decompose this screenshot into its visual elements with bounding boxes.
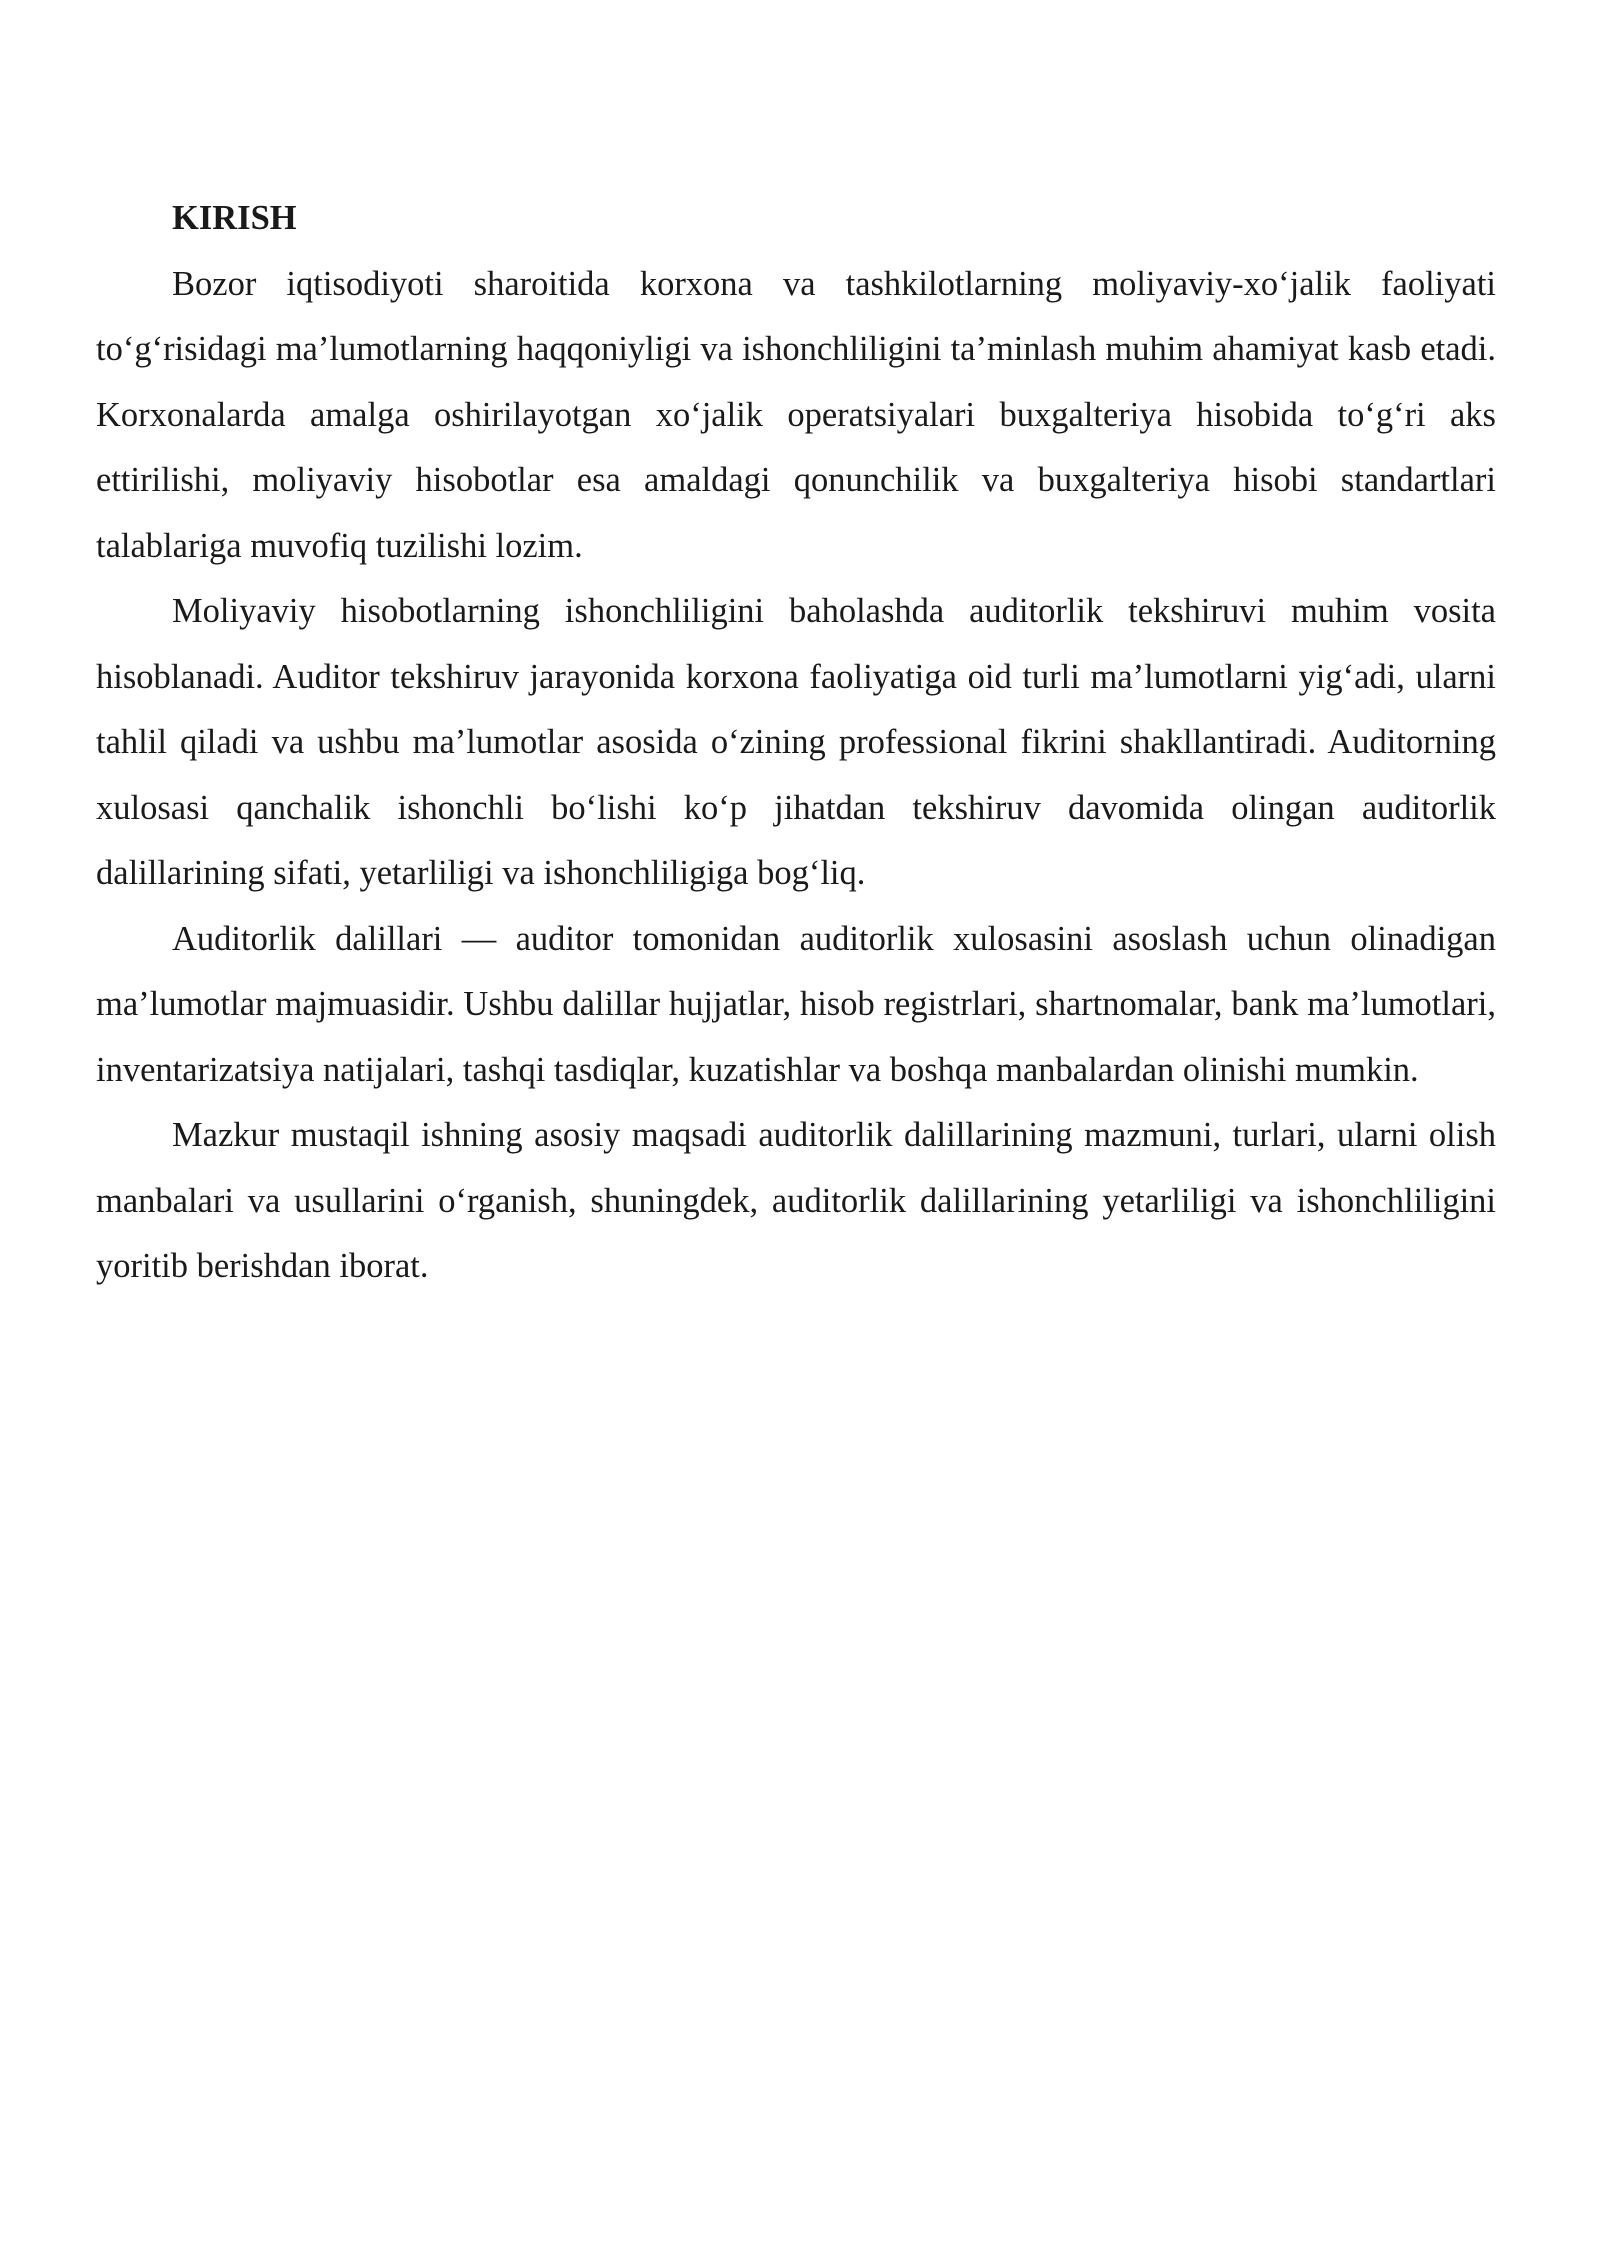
section-heading: KIRISH [172, 199, 297, 237]
paragraph-2: Moliyaviy hisobotlarning ishonchliligini baholashda auditorlik tekshiruvi muhim vosita hisoblanadi. Auditor tekshiruv jarayonida korxona faoliyatiga oid turli ma’lumotlarni yig‘adi, ularni tahlil qiladi va ushbu ma’lumotlar asosida o‘zining professional fikrini shakllantiradi. Auditorning xulosasi qanchalik ishonchli bo‘lishi ko‘p jihatdan tekshiruv davomida olingan auditorlik dalillarining sifati, yetarliligi va ishonchliligiga bog‘liq. [96, 592, 1496, 892]
document-body [96, 186, 1496, 1300]
paragraph-1: Bozor iqtisodiyoti sharoitida korxona va tashkilotlarning moliyaviy-xo‘jalik faoliyati to‘g‘risidagi ma’lumotlarning haqqoniyligi va ishonchliligini ta’minlash muhim ahamiyat kasb etadi. Korxonalarda amalga oshirilayotgan xo‘jalik operatsiyalari buxgalteriya hisobida to‘g‘ri aks ettirilishi, moliyaviy hisobotlar esa amaldagi qonunchilik va buxgalteriya hisobi standartlari talablariga muvofiq tuzilishi lozim. [96, 264, 1496, 565]
paragraph-4: Mazkur mustaqil ishning asosiy maqsadi auditorlik dalillarining mazmuni, turlari, ularni olish manbalari va usullarini o‘rganish, shuningdek, auditorlik dalillarining yetarliligi va ishonchliligini yoritib berishdan iborat. [96, 1116, 1496, 1285]
paragraph-3: Auditorlik dalillari — auditor tomonidan auditorlik xulosasini asoslash uchun olinadigan ma’lumotlar majmuasidir. Ushbu dalillar hujjatlar, hisob registrlari, shartnomalar, bank ma’lumotlari, inventarizatsiya natijalari, tashqi tasdiqlar, kuzatishlar va boshqa manbalardan olinishi mumkin. [96, 919, 1496, 1089]
